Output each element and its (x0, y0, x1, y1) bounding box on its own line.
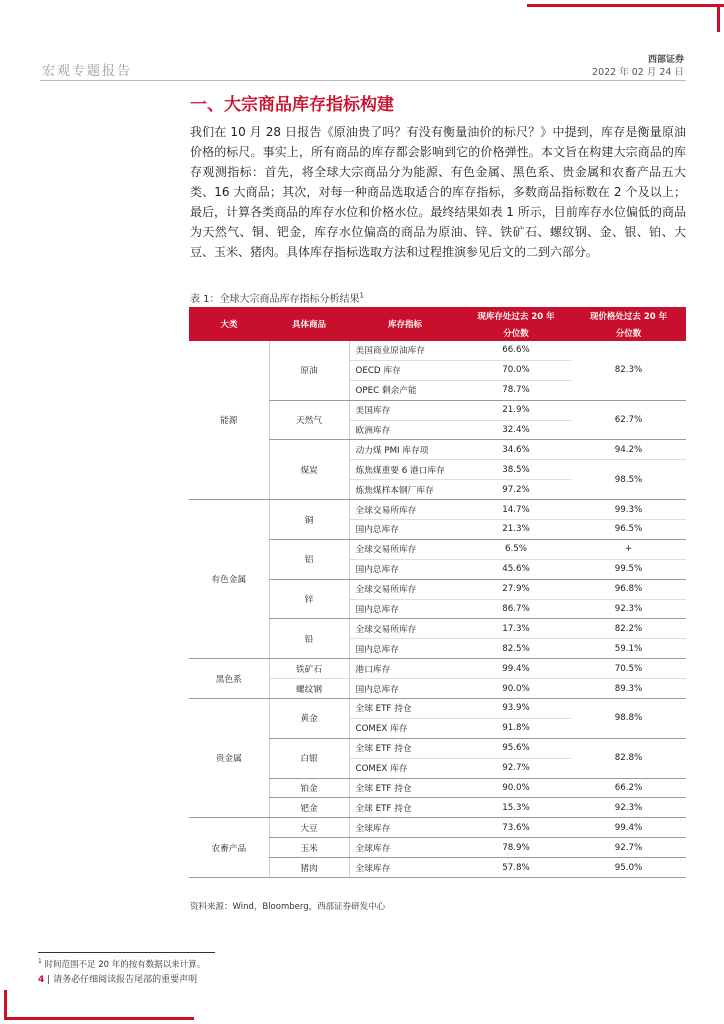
indicator-cell: 美国库存 (349, 400, 461, 420)
commodity-cell: 螺纹钢 (269, 679, 349, 699)
commodity-cell: 铜 (269, 500, 349, 540)
indicator-cell: 全球 ETF 持仓 (349, 778, 461, 798)
inventory-percentile-cell: 90.0% (461, 679, 571, 699)
report-date: 2022 年 02 月 24 日 (592, 67, 684, 78)
price-percentile-cell: 59.1% (571, 639, 686, 659)
commodity-cell: 煤炭 (269, 440, 349, 500)
commodity-cell: 铝 (269, 539, 349, 579)
inventory-percentile-cell: 17.3% (461, 619, 571, 639)
inventory-percentile-cell: 99.4% (461, 659, 571, 679)
inventory-percentile-cell: 27.9% (461, 579, 571, 599)
indicator-cell: 全球 ETF 持仓 (349, 798, 461, 818)
category-cell: 有色金属 (189, 500, 269, 659)
price-percentile-cell: 92.3% (571, 599, 686, 619)
category-cell: 能源 (189, 341, 269, 500)
inventory-percentile-cell: 82.5% (461, 639, 571, 659)
indicator-cell: 全球 ETF 持仓 (349, 699, 461, 719)
table-row (189, 659, 686, 679)
header-category: 大类 (189, 307, 269, 341)
inventory-percentile-cell: 14.7% (461, 500, 571, 520)
inventory-percentile-cell: 90.0% (461, 778, 571, 798)
header-inventory-percentile: 现库存处过去 20 年 (461, 307, 571, 324)
commodity-cell: 黄金 (269, 699, 349, 739)
inventory-percentile-cell: 34.6% (461, 440, 571, 460)
indicator-cell: OECD 库存 (349, 360, 461, 380)
commodity-cell: 铁矿石 (269, 659, 349, 679)
price-percentile-cell: 96.8% (571, 579, 686, 599)
inventory-table (189, 307, 686, 878)
price-percentile-cell: 62.7% (571, 400, 686, 440)
indicator-cell: COMEX 库存 (349, 758, 461, 778)
price-percentile-cell: 92.7% (571, 838, 686, 858)
indicator-cell: COMEX 库存 (349, 718, 461, 738)
price-percentile-cell: 99.4% (571, 818, 686, 838)
brand-name: 西部证券 (647, 55, 684, 65)
section-title: 一、大宗商品库存指标构建 (190, 95, 394, 115)
indicator-cell: 全球交易所库存 (349, 579, 461, 599)
commodity-cell: 原油 (269, 341, 349, 400)
price-percentile-cell: 98.8% (571, 699, 686, 739)
commodity-cell: 白银 (269, 738, 349, 778)
indicator-cell: 全球交易所库存 (349, 619, 461, 639)
table-row (189, 500, 686, 520)
indicator-cell: 国内总库存 (349, 559, 461, 579)
header-divider (40, 80, 686, 81)
inventory-percentile-cell: 57.8% (461, 858, 571, 878)
inventory-percentile-cell: 15.3% (461, 798, 571, 818)
inventory-percentile-cell: 38.5% (461, 460, 571, 480)
footnote-text: 时间范围不足 20 年的按有数据以来计算。 (44, 960, 206, 970)
indicator-cell: 炼焦煤样本钢厂库存 (349, 480, 461, 500)
inventory-percentile-cell: 93.9% (461, 699, 571, 719)
header-inventory-percentile-sub: 分位数 (461, 324, 571, 341)
header-price-percentile: 现价格处过去 20 年 (571, 307, 686, 324)
inventory-percentile-cell: 70.0% (461, 360, 571, 380)
inventory-percentile-cell: 21.3% (461, 520, 571, 540)
category-cell: 农畜产品 (189, 818, 269, 878)
inventory-percentile-cell: 73.6% (461, 818, 571, 838)
commodity-cell: 锌 (269, 579, 349, 619)
inventory-percentile-cell: 21.9% (461, 400, 571, 420)
price-percentile-cell: 99.5% (571, 559, 686, 579)
price-percentile-cell: 66.2% (571, 778, 686, 798)
corner-accent-bottom-vertical (4, 990, 7, 1020)
footnote-divider (38, 952, 215, 953)
inventory-percentile-cell: 92.7% (461, 758, 571, 778)
corner-accent-top-horizontal (527, 4, 724, 7)
footer-separator: | (47, 975, 51, 985)
inventory-percentile-cell: 66.6% (461, 341, 571, 360)
inventory-percentile-cell: 45.6% (461, 559, 571, 579)
header-price-percentile-sub: 分位数 (571, 324, 686, 341)
indicator-cell: 动力煤 PMI 库存项 (349, 440, 461, 460)
commodity-cell: 猪肉 (269, 858, 349, 878)
price-percentile-cell: 82.2% (571, 619, 686, 639)
price-percentile-cell: 82.8% (571, 738, 686, 778)
inventory-percentile-cell: 78.9% (461, 838, 571, 858)
header-indicator: 库存指标 (349, 307, 461, 341)
table-caption-text: 表 1：全球大宗商品库存指标分析结果 (190, 294, 360, 305)
table-caption-footnote-mark: 1 (359, 291, 365, 300)
table-row (189, 341, 686, 360)
page-number: 4 (38, 975, 45, 985)
commodity-cell: 大豆 (269, 818, 349, 838)
price-percentile-cell: + (571, 539, 686, 559)
header-commodity: 具体商品 (269, 307, 349, 341)
price-percentile-cell: 70.5% (571, 659, 686, 679)
table-source-note: 资料来源：Wind，Bloomberg，西部证券研发中心 (190, 902, 386, 912)
indicator-cell: 炼焦煤重要 6 港口库存 (349, 460, 461, 480)
indicator-cell: 全球库存 (349, 818, 461, 838)
price-percentile-cell: 89.3% (571, 679, 686, 699)
indicator-cell: 全球库存 (349, 858, 461, 878)
indicator-cell: 全球交易所库存 (349, 539, 461, 559)
indicator-cell: 港口库存 (349, 659, 461, 679)
inventory-percentile-cell: 86.7% (461, 599, 571, 619)
price-percentile-cell: 99.3% (571, 500, 686, 520)
footnote (38, 958, 205, 970)
commodity-cell: 钯金 (269, 798, 349, 818)
body-paragraph: 我们在 10 月 28 日报告《原油贵了吗？有没有衡量油价的标尺？》中提到，库存是衡量原油价格的标尺。事实上，所有商品的库存都会影响到它的价格弹性。本文旨在构建大宗商品的库存观测指标：首先，将全球大宗商品分为能源、有色金属、黑色系、贵金属和农畜产品五大类、16 大商品；其次，对每一种商品选取适合的库存指标，多数商品指标数在 2 个及以上；最后，计算各类商品的库存水位和价格水位。最终结果如表 1 所示，目前库存水位偏低的商品为天然气、铜、钯金，库存水位偏高的商品为原油、锌、铁矿石、螺纹钢、金、银、铂、大豆、玉米、猪肉。具体库存指标选取方法和过程推演参见后文的二到六部分。 (190, 125, 686, 259)
commodity-cell: 铅 (269, 619, 349, 659)
inventory-percentile-cell: 78.7% (461, 380, 571, 400)
indicator-cell: 国内总库存 (349, 520, 461, 540)
footer-disclaimer: 请务必仔细阅读报告尾部的重要声明 (53, 975, 198, 985)
category-cell: 黑色系 (189, 659, 269, 699)
commodity-cell: 铂金 (269, 778, 349, 798)
commodity-cell: 天然气 (269, 400, 349, 440)
price-percentile-cell: 95.0% (571, 858, 686, 878)
indicator-cell: 国内总库存 (349, 599, 461, 619)
indicator-cell: 国内总库存 (349, 679, 461, 699)
inventory-percentile-cell: 97.2% (461, 480, 571, 500)
indicator-cell: 国内总库存 (349, 639, 461, 659)
report-type-label: 宏观专题报告 (42, 64, 133, 79)
indicator-cell: 美国商业原油库存 (349, 341, 461, 360)
inventory-percentile-cell: 6.5% (461, 539, 571, 559)
page-footer (38, 972, 197, 985)
footnote-mark: 1 (38, 958, 42, 966)
indicator-cell: 全球库存 (349, 838, 461, 858)
indicator-cell: 全球 ETF 持仓 (349, 738, 461, 758)
inventory-percentile-cell: 91.8% (461, 718, 571, 738)
indicator-cell: 欧洲库存 (349, 420, 461, 440)
table-row (189, 699, 686, 719)
price-percentile-cell: 82.3% (571, 341, 686, 400)
table-row (189, 818, 686, 838)
category-cell: 贵金属 (189, 699, 269, 818)
indicator-cell: 全球交易所库存 (349, 500, 461, 520)
price-percentile-cell: 96.5% (571, 520, 686, 540)
corner-accent-bottom-horizontal (4, 1017, 194, 1020)
price-percentile-cell: 92.3% (571, 798, 686, 818)
indicator-cell: OPEC 剩余产能 (349, 380, 461, 400)
inventory-percentile-cell: 32.4% (461, 420, 571, 440)
inventory-percentile-cell: 95.6% (461, 738, 571, 758)
corner-accent-top-vertical (717, 4, 720, 32)
commodity-cell: 玉米 (269, 838, 349, 858)
price-percentile-cell: 94.2% (571, 440, 686, 460)
table-caption (190, 290, 364, 305)
price-percentile-cell: 98.5% (571, 460, 686, 500)
